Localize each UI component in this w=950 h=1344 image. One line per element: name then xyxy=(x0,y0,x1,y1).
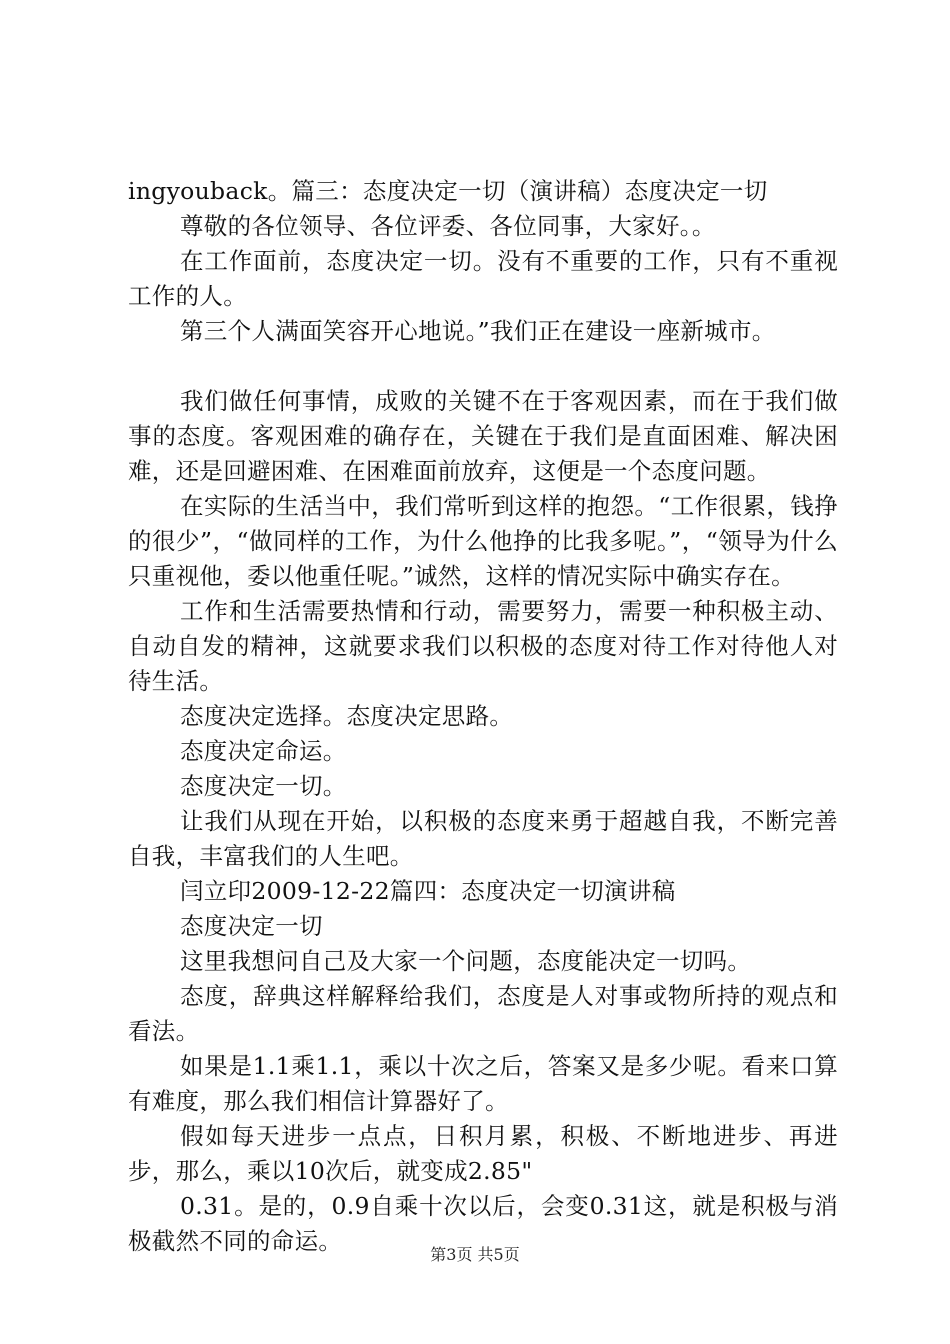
paragraph: 尊敬的各位领导、各位评委、各位同事，大家好。。 xyxy=(180,212,716,240)
paragraph: 在实际的生活当中，我们常听到这样的抱怨。“工作很累，钱挣的很少”，“做同样的工作，为什么他挣的比我多呢。”，“领导为什么只重视他，委以他重任呢。”诚然，这样的情况实际中确实存在。 xyxy=(128,492,838,590)
paragraph: 0.31。是的，0.9自乘十次以后，会变0.31这，就是积极与消极截然不同的命运。 xyxy=(128,1192,838,1255)
paragraph: 这里我想问自己及大家一个问题，态度能决定一切吗。 xyxy=(180,947,752,975)
paragraph: ingyouback。篇三：态度决定一切（演讲稿）态度决定一切 xyxy=(128,177,768,205)
paragraph: 闫立印2009-12-22篇四：态度决定一切演讲稿 xyxy=(180,877,676,905)
page-footer xyxy=(0,1244,950,1266)
document-body xyxy=(128,174,838,1259)
paragraph: 态度决定一切。 xyxy=(180,772,347,800)
paragraph: 第三个人满面笑容开心地说。”我们正在建设一座新城市。 xyxy=(180,317,776,345)
paragraph: 态度决定命运。 xyxy=(180,737,347,765)
paragraph: 工作和生活需要热情和行动，需要努力，需要一种积极主动、自动自发的精神，这就要求我们以积极的态度对待工作对待他人对待生活。 xyxy=(128,597,838,695)
paragraph-spacer xyxy=(128,349,838,384)
paragraph: 我们做任何事情，成败的关键不在于客观因素，而在于我们做事的态度。客观困难的确存在，关键在于我们是直面困难、解决困难，还是回避困难、在困难面前放弃，这便是一个态度问题。 xyxy=(128,387,838,485)
paragraph: 让我们从现在开始，以积极的态度来勇于超越自我，不断完善自我，丰富我们的人生吧。 xyxy=(128,807,838,870)
paragraph: 态度决定选择。态度决定思路。 xyxy=(180,702,514,730)
paragraph: 态度决定一切 xyxy=(180,912,323,940)
paragraph: 如果是1.1乘1.1，乘以十次之后，答案又是多少呢。看来口算有难度，那么我们相信计算器好了。 xyxy=(128,1052,838,1115)
paragraph: 假如每天进步一点点，日积月累，积极、不断地进步、再进步，那么，乘以10次后，就变成2.85" xyxy=(128,1122,838,1185)
paragraph: 态度，辞典这样解释给我们，态度是人对事或物所持的观点和看法。 xyxy=(128,982,838,1045)
page-number-label: 第3页 共5页 xyxy=(430,1245,520,1264)
paragraph: 在工作面前，态度决定一切。没有不重要的工作，只有不重视工作的人。 xyxy=(128,247,838,310)
